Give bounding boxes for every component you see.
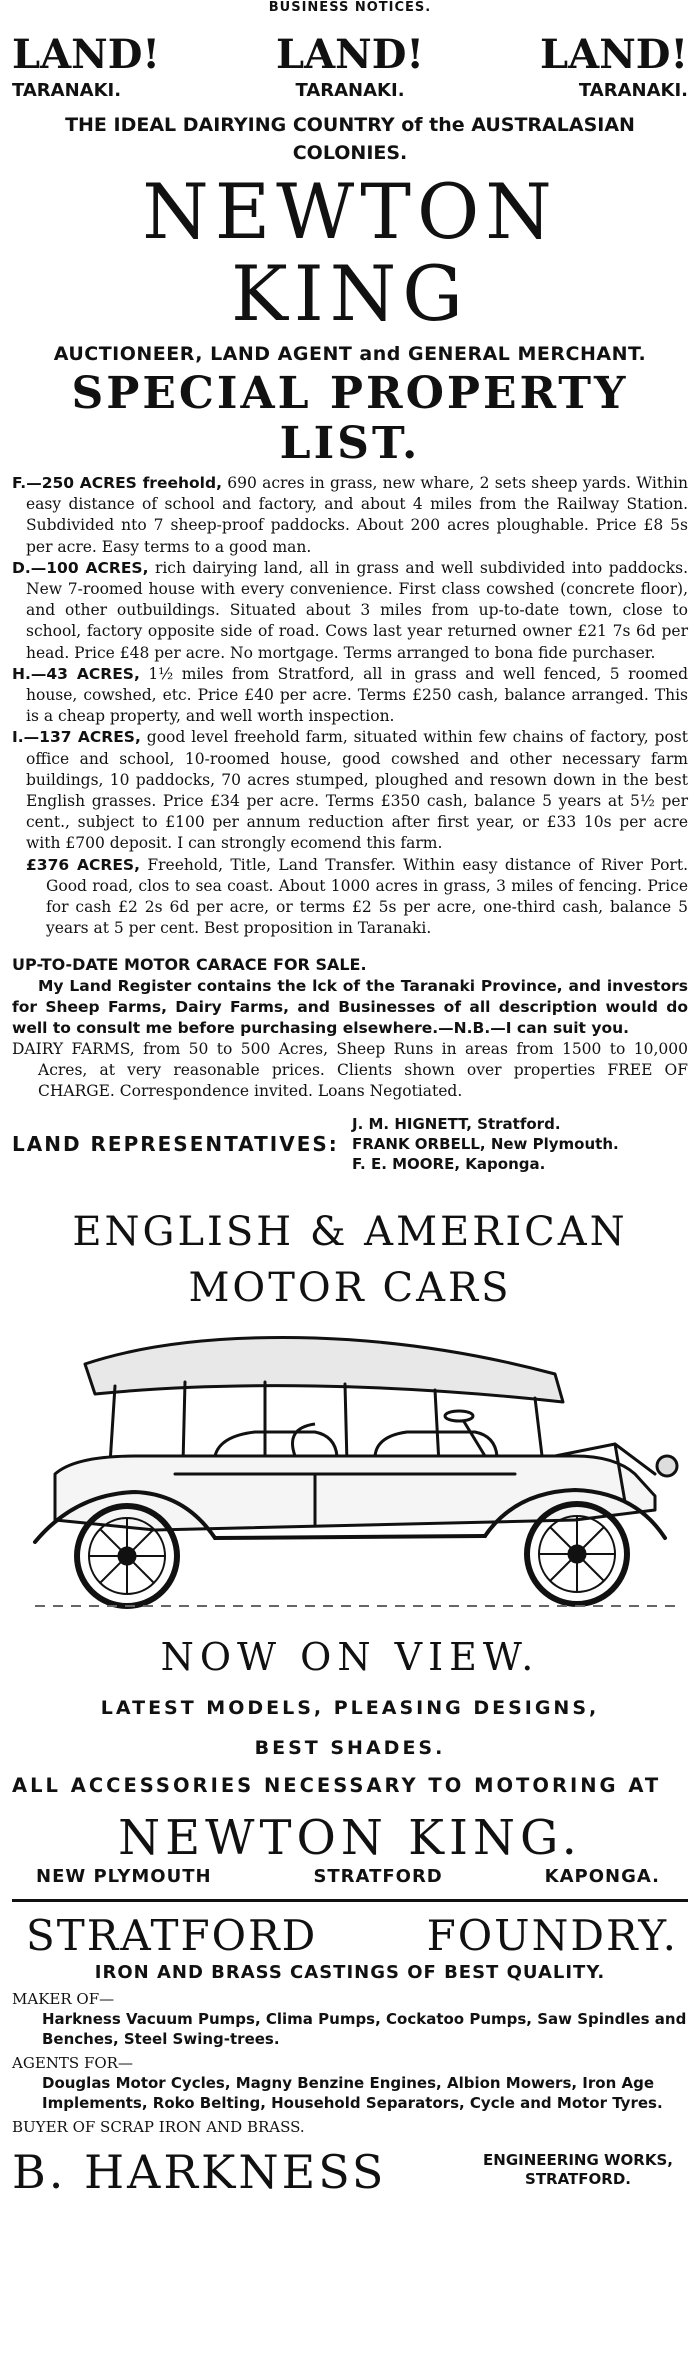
land-heading: LAND! bbox=[540, 31, 688, 78]
tagline: THE IDEAL DAIRYING COUNTRY of the AUSTRALASIAN COLONIES. bbox=[65, 114, 635, 164]
now-on-view: NOW ON VIEW. bbox=[160, 1635, 540, 1680]
property-text: 690 acres in grass, new whare, 2 sets sheep yards. Within easy distance of school and factory, and about 4 miles from the Railway Station. Subdivided nto 7 sheep-proof paddocks. About 200 acres ploughable. Price £8 5s per acre. Easy terms to a good man. bbox=[26, 474, 688, 556]
property-lead: H.—43 ACRES, bbox=[12, 664, 140, 683]
property-lead: I.—137 ACRES, bbox=[12, 728, 141, 747]
works-line: STRATFORD. bbox=[525, 2170, 631, 2189]
agents-label: AGENTS FOR— bbox=[12, 2054, 133, 2073]
town: NEW PLYMOUTH bbox=[36, 1866, 212, 1888]
town: STRATFORD bbox=[313, 1866, 443, 1888]
reps-names bbox=[352, 1114, 619, 1174]
property-lead: D.—100 ACRES, bbox=[12, 558, 149, 577]
cars-title bbox=[12, 1204, 688, 1316]
divider bbox=[12, 1899, 688, 1902]
reps-label: LAND REPRESENTATIVES: bbox=[12, 1132, 339, 1157]
castings-line: IRON AND BRASS CASTINGS OF BEST QUALITY. bbox=[94, 1962, 606, 1984]
motor-car-illustration bbox=[15, 1324, 685, 1616]
section-header: BUSINESS NOTICES. bbox=[268, 0, 432, 15]
foundry-title bbox=[12, 1910, 688, 1962]
land-place: TARANAKI. bbox=[578, 80, 688, 101]
register-text: My Land Register contains the lck of the Taranaki Province, and investors for Sheep Farms, Dairy Farms, and Businesses of all description would do well to consult me before purchasing elsewhere.—N.B.—I can suit you. bbox=[12, 977, 688, 1038]
land-representatives bbox=[12, 1114, 688, 1174]
best-shades: BEST SHADES. bbox=[254, 1737, 446, 1760]
register-paragraph bbox=[12, 976, 688, 1039]
garage-heading: UP-TO-DATE MOTOR CARACE FOR SALE. bbox=[12, 955, 367, 975]
property-text: rich dairying land, all in grass and well subdivided into paddocks. New 7-roomed house with every convenience. First class cowshed (concrete floor), and other outbuildings. Situated about 3 miles from up-to-date town, close to school, factory opposite side of road. Cows last year returned owner £21 7s 6d per head. Price £48 per acre. No mortgage. Terms arranged to bona fide purchaser. bbox=[26, 558, 688, 662]
engineering-works bbox=[468, 2151, 688, 2189]
merchant-name-2: NEWTON KING. bbox=[118, 1810, 582, 1867]
agents-list bbox=[12, 2073, 688, 2113]
owner-name: B. HARKNESS bbox=[12, 2145, 387, 2200]
latest-models: LATEST MODELS, PLEASING DESIGNS, bbox=[100, 1697, 600, 1720]
foundry-word: FOUNDRY. bbox=[426, 1911, 678, 1961]
property-item bbox=[12, 473, 688, 558]
town: KAPONGA. bbox=[544, 1866, 660, 1888]
cars-title-line: ENGLISH & AMERICAN bbox=[72, 1209, 628, 1256]
land-heading: LAND! bbox=[12, 31, 160, 78]
property-item bbox=[12, 727, 688, 854]
land-banner bbox=[12, 31, 688, 101]
property-item bbox=[12, 558, 688, 664]
list-title: SPECIAL PROPERTY LIST. bbox=[71, 368, 629, 469]
land-block bbox=[540, 31, 688, 101]
property-item bbox=[12, 664, 688, 728]
land-place: TARANAKI. bbox=[12, 80, 122, 101]
branch-towns bbox=[12, 1866, 688, 1887]
cars-title-line: MOTOR CARS bbox=[188, 1265, 512, 1312]
property-lead: £376 ACRES, bbox=[26, 855, 140, 874]
merchant-name: NEWTON KING bbox=[142, 167, 558, 338]
footer bbox=[12, 2145, 688, 2200]
accessories-line: ALL ACCESSORIES NECESSARY TO MOTORING AT bbox=[12, 1774, 662, 1798]
rep-name: FRANK ORBELL, New Plymouth. bbox=[352, 1135, 619, 1154]
rep-name: F. E. MOORE, Kaponga. bbox=[352, 1155, 546, 1174]
works-line: ENGINEERING WORKS, bbox=[483, 2151, 673, 2170]
property-text: 1½ miles from Stratford, all in grass and well fenced, 5 roomed house, cowshed, etc. Price £40 per acre. Terms £250 cash, balance arranged. This is a cheap property, and well worth inspection. bbox=[26, 664, 688, 726]
maker-label: MAKER OF— bbox=[12, 1990, 115, 2009]
property-list bbox=[12, 473, 688, 939]
property-lead: F.—250 ACRES freehold, bbox=[12, 474, 222, 492]
maker-text: Harkness Vacuum Pumps, Clima Pumps, Cockatoo Pumps, Saw Spindles and Benches, Steel Swing-trees. bbox=[42, 2010, 687, 2049]
dairy-paragraph: DAIRY FARMS, from 50 to 500 Acres, Sheep Runs in areas from 1500 to 10,000 Acres, at very reasonable prices. Clients shown over properties FREE OF CHARGE. Correspondence invited. Loans Negotiated. bbox=[12, 1040, 688, 1101]
land-block bbox=[276, 31, 424, 101]
property-text: good level freehold farm, situated within few chains of factory, post office and school, 10-roomed house, good cowshed and other necessary farm buildings, 10 paddocks, 70 acres stumped, ploughed and resown down in the best English grasses. Price £34 per acre. Terms £350 cash, balance 5 years at 5½ per cent., subject to £100 per annum reduction after first year, or £33 10s per acre with £700 deposit. I can strongly ecomend this farm. bbox=[26, 728, 688, 853]
rep-name: J. M. HIGNETT, Stratford. bbox=[352, 1115, 561, 1134]
land-heading: LAND! bbox=[276, 31, 424, 78]
buyer-line: BUYER OF SCRAP IRON AND BRASS. bbox=[12, 2118, 305, 2137]
property-item bbox=[12, 855, 688, 940]
land-place: TARANAKI. bbox=[295, 80, 405, 101]
merchant-role: AUCTIONEER, LAND AGENT and GENERAL MERCHANT. bbox=[53, 343, 647, 365]
foundry-word: STRATFORD bbox=[26, 1911, 318, 1961]
agents-text: Douglas Motor Cycles, Magny Benzine Engines, Albion Mowers, Iron Age Implements, Roko Belting, Household Separators, Cycle and Motor Tyres. bbox=[42, 2074, 663, 2113]
property-text: Freehold, Title, Land Transfer. Within easy distance of River Port. Good road, clos to sea coast. About 1000 acres in grass, 3 miles of fencing. Price for cash £2 2s 6d per acre, or terms £2 5s per acre, one-third cash, balance 5 years at 5 per cent. Best proposition in Taranaki. bbox=[46, 855, 688, 938]
maker-list bbox=[12, 2009, 688, 2049]
advertisement-page bbox=[12, 0, 688, 2200]
land-block bbox=[12, 31, 160, 101]
